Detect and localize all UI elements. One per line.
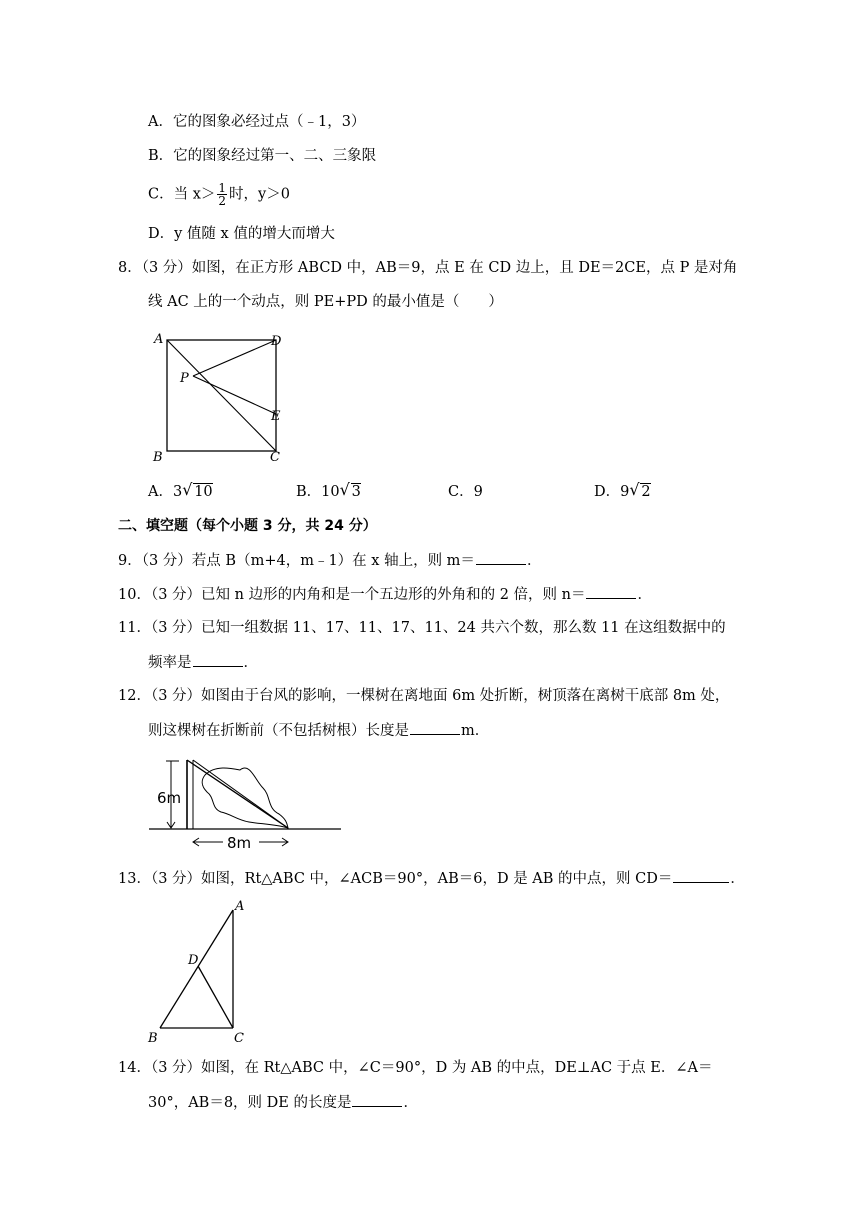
label-d: D xyxy=(271,334,282,349)
q8-option-a xyxy=(148,482,213,502)
q11-end: ． xyxy=(243,655,258,671)
section-title: 二、填空题（每个小题 3 分，共 24 分） xyxy=(118,518,377,534)
q13-stem: 13．（3 分）如图，Rt△ABC 中，∠ACB＝90°，AB＝6，D 是 AB 的中点，则 CD＝ xyxy=(118,871,673,887)
q13-end: ． xyxy=(730,871,745,887)
answer-blank[interactable] xyxy=(673,868,729,883)
q9-end: ． xyxy=(526,553,542,569)
q8-option-b-prefix: B．10 xyxy=(296,484,340,500)
q8-option-b xyxy=(296,482,361,502)
q14-stem: 30°，AB＝8，则 DE 的长度是 xyxy=(148,1095,352,1111)
q9-text xyxy=(118,550,541,571)
q11-stem: 频率是 xyxy=(148,655,192,671)
label-width: 8m xyxy=(227,834,252,852)
label-height: 6m xyxy=(157,789,182,807)
q12-line1: 12．（3 分）如图由于台风的影响，一棵树在离地面 6m 处折断，树顶落在离树干底部 8m 处， xyxy=(118,688,730,704)
q7-fraction xyxy=(217,182,227,207)
q7-option-d: D．y 值随 x 值的增大而增大 xyxy=(148,226,335,242)
answer-blank[interactable] xyxy=(193,652,243,667)
q11-line1: 11．（3 分）已知一组数据 11、17、11、17、11、24 共六个数，那么数 11 在这组数据中的 xyxy=(118,620,726,636)
q8-square-figure xyxy=(145,328,295,468)
label-b: B xyxy=(153,450,163,465)
q14-end: ． xyxy=(403,1095,418,1111)
answer-blank[interactable] xyxy=(476,550,526,565)
label-e: E xyxy=(271,409,281,424)
label-b: B xyxy=(148,1031,158,1046)
answer-blank[interactable] xyxy=(586,584,636,599)
label-c: C xyxy=(270,450,280,465)
q12-line2 xyxy=(148,720,489,741)
fraction-denominator: 2 xyxy=(218,194,227,208)
broken-top xyxy=(187,760,288,828)
label-a: A xyxy=(235,899,245,914)
q12-tree-figure xyxy=(145,750,345,860)
q7-option-a: A．它的图象必经过点（﹣1，3） xyxy=(148,114,366,130)
diagonal-ac xyxy=(167,340,276,451)
sqrt-symbol: √ 10 xyxy=(182,480,213,500)
label-d: D xyxy=(188,953,199,968)
q10-end: ． xyxy=(637,587,652,603)
side-ab xyxy=(160,910,233,1028)
label-p: P xyxy=(180,371,189,386)
segment-pd xyxy=(193,340,276,376)
answer-blank[interactable] xyxy=(352,1092,402,1107)
q10-stem: 10．（3 分）已知 n 边形的内角和是一个五边形的外角和的 2 倍，则 n＝ xyxy=(118,587,586,603)
q8-option-d-prefix: D．9 xyxy=(594,484,630,500)
q13-triangle-figure xyxy=(140,896,260,1046)
sqrt-symbol: √ 2 xyxy=(629,480,651,500)
q8-option-a-radicand: 10 xyxy=(194,484,213,500)
q8-option-c: C．9 xyxy=(448,484,483,500)
q14-line2 xyxy=(148,1092,418,1113)
median-cd xyxy=(198,966,233,1028)
q10-text xyxy=(118,584,652,605)
q11-line2 xyxy=(148,652,258,673)
q8-option-d xyxy=(594,482,651,502)
label-c: C xyxy=(234,1031,244,1046)
sqrt-symbol: √ 3 xyxy=(339,480,361,500)
label-a: A xyxy=(154,332,164,347)
q7-option-c-suffix: 时，y＞0 xyxy=(229,186,290,203)
q8-option-a-prefix: A．3 xyxy=(148,484,183,500)
q14-line1: 14．（3 分）如图，在 Rt△ABC 中，∠C＝90°，D 为 AB 的中点，DE⊥AC 于点 E．∠A＝ xyxy=(118,1060,713,1076)
fraction-numerator: 1 xyxy=(218,181,227,195)
q12-stem: 则这棵树在折断前（不包括树根）长度是 xyxy=(148,723,409,739)
q8-option-b-radicand: 3 xyxy=(351,484,361,500)
q12-end: m． xyxy=(461,723,490,739)
q7-option-c-prefix: C．当 x xyxy=(148,186,201,203)
q7-option-b: B．它的图象经过第一、二、三象限 xyxy=(148,148,377,164)
q8-stem-line1: 8．（3 分）如图，在正方形 ABCD 中，AB＝9，点 E 在 CD 边上，且 DE＝2CE，点 P 是对角 xyxy=(118,260,738,276)
gt-sign: ＞ xyxy=(200,186,216,203)
q9-stem: 9．（3 分）若点 B（m+4，m﹣1）在 x 轴上，则 m＝ xyxy=(118,553,475,569)
answer-blank[interactable] xyxy=(410,720,460,735)
q13-text xyxy=(118,868,745,889)
q8-stem-line2: 线 AC 上的一个动点，则 PE+PD 的最小值是（ ） xyxy=(148,294,503,310)
q7-option-c xyxy=(148,182,290,207)
q8-option-d-radicand: 2 xyxy=(641,484,651,500)
